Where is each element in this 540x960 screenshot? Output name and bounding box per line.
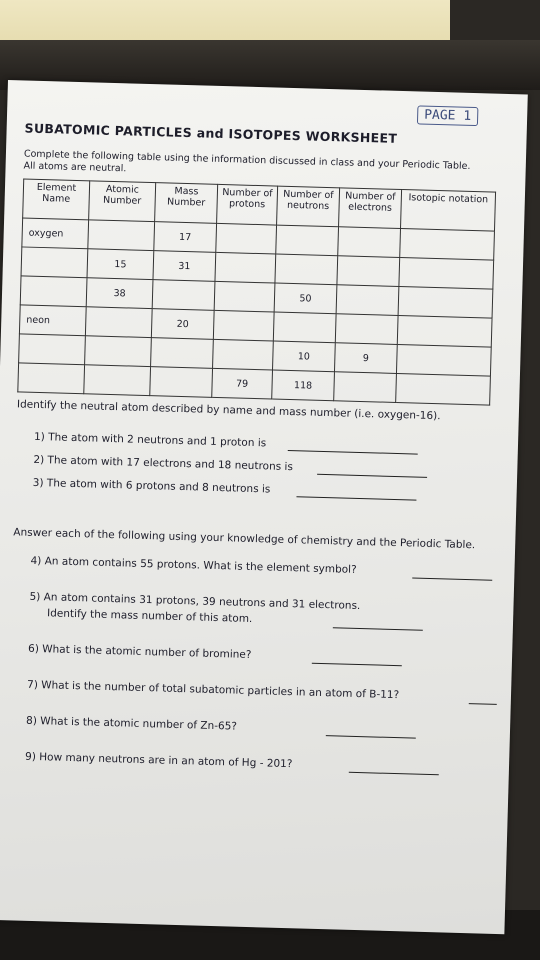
table-cell[interactable]: 10 <box>273 341 336 372</box>
section1-heading: Identify the neutral atom described by name and mass number (i.e. oxygen-16). <box>16 398 441 423</box>
table-cell[interactable]: 20 <box>151 309 214 340</box>
question-6: 6) What is the atomic number of bromine? <box>27 642 252 662</box>
instructions: Complete the following table using the information discussed in class and your Periodic Table. All atoms are neutral. <box>23 148 471 175</box>
table-cell[interactable] <box>336 285 399 316</box>
answer-blank-8[interactable] <box>326 735 416 739</box>
worksheet-title: SUBATOMIC PARTICLES and ISOTOPES WORKSHEET <box>24 120 398 146</box>
answer-blank-4[interactable] <box>412 577 492 580</box>
table-cell[interactable] <box>273 312 336 343</box>
header-mass-number: Mass Number <box>155 183 218 224</box>
table-cell[interactable] <box>335 314 398 345</box>
worksheet-page <box>0 80 528 934</box>
table-cell[interactable] <box>276 225 339 256</box>
table-cell[interactable] <box>215 252 276 283</box>
answer-blank-2[interactable] <box>317 474 427 478</box>
table-cell[interactable] <box>88 220 155 251</box>
table-cell[interactable] <box>20 276 87 307</box>
table-cell[interactable] <box>337 256 400 287</box>
isotope-table <box>17 178 496 405</box>
header-element-name: Element Name <box>23 179 90 220</box>
question-5: 5) An atom contains 31 protons, 39 neutrons and 31 electrons. <box>29 590 361 613</box>
table-cell[interactable] <box>213 339 274 370</box>
table-cell[interactable]: 31 <box>153 251 216 282</box>
table-cell[interactable]: 79 <box>212 368 273 399</box>
answer-blank-1[interactable] <box>288 450 418 455</box>
table-cell[interactable]: oxygen <box>22 218 89 249</box>
page-label: PAGE 1 <box>417 105 478 126</box>
question-2: 2) The atom with 17 electrons and 18 neutrons is <box>33 453 294 474</box>
table-cell[interactable]: 15 <box>87 249 154 280</box>
table-cell[interactable] <box>334 372 397 403</box>
table-cell[interactable] <box>397 315 492 347</box>
table-cell[interactable] <box>216 223 277 254</box>
table-cell[interactable]: 118 <box>272 370 335 401</box>
table-cell[interactable] <box>398 286 493 318</box>
table-cell[interactable] <box>396 344 491 376</box>
answer-blank-9[interactable] <box>349 772 439 776</box>
header-neutrons: Number of neutrons <box>277 186 340 227</box>
table-cell[interactable] <box>152 280 215 311</box>
header-isotopic-notation: Isotopic notation <box>401 190 496 232</box>
table-cell[interactable] <box>85 307 152 338</box>
table-cell[interactable] <box>19 334 86 365</box>
table-cell[interactable] <box>400 229 495 261</box>
header-atomic-number: Atomic Number <box>89 181 156 222</box>
answer-blank-5[interactable] <box>333 627 423 631</box>
question-1: 1) The atom with 2 neutrons and 1 proton is <box>33 430 267 450</box>
answer-blank-3[interactable] <box>296 496 416 500</box>
question-8: 8) What is the atomic number of Zn-65? <box>25 714 238 733</box>
table-cell[interactable] <box>150 367 213 398</box>
table-cell[interactable] <box>18 363 85 394</box>
table-cell[interactable] <box>396 373 491 405</box>
table-cell[interactable] <box>213 310 274 341</box>
table-cell[interactable]: 50 <box>274 283 337 314</box>
question-9: 9) How many neutrons are in an atom of Hg - 201? <box>24 750 293 771</box>
header-protons: Number of protons <box>217 184 278 225</box>
table-cell[interactable]: neon <box>19 305 86 336</box>
table-cell[interactable] <box>338 227 401 258</box>
question-7: 7) What is the number of total subatomic particles in an atom of B-11? <box>26 678 400 702</box>
table-cell[interactable] <box>84 365 151 396</box>
table-cell[interactable] <box>85 336 152 367</box>
answer-blank-6[interactable] <box>312 663 402 667</box>
question-4: 4) An atom contains 55 protons. What is the element symbol? <box>30 554 357 576</box>
table-cell[interactable]: 38 <box>86 278 153 309</box>
table-cell[interactable]: 9 <box>334 343 397 374</box>
question-5-continued: Identify the mass number of this atom. <box>46 607 253 626</box>
table-cell[interactable]: 17 <box>154 222 217 253</box>
table-cell[interactable] <box>21 247 88 278</box>
section2-heading: Answer each of the following using your knowledge of chemistry and the Periodic Table. <box>13 526 476 552</box>
table-cell[interactable] <box>151 338 214 369</box>
table-cell[interactable] <box>275 254 338 285</box>
table-cell[interactable] <box>399 258 494 290</box>
answer-blank-7[interactable] <box>469 703 497 705</box>
table-cell[interactable] <box>214 281 275 312</box>
question-3: 3) The atom with 6 protons and 8 neutrons is <box>32 476 271 496</box>
header-electrons: Number of electrons <box>339 188 402 229</box>
